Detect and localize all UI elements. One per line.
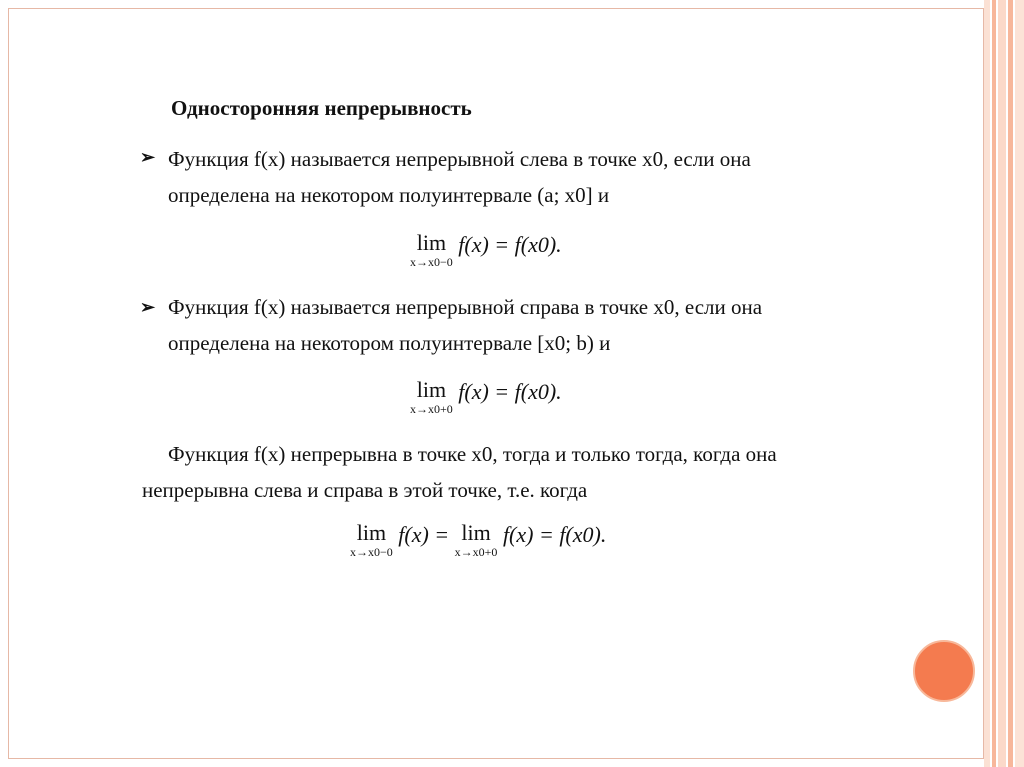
bullet-arrow-icon: ➢ — [140, 297, 156, 317]
formula-expression-right: f(x) = f(x0). — [502, 522, 607, 547]
orange-circle-decoration — [913, 640, 975, 702]
bullet2-text — [168, 289, 871, 361]
conclusion-line2: непрерывна слева и справа в этой точке, т.е. когда — [142, 478, 588, 502]
decorative-stripes — [984, 0, 1024, 767]
bullet2-line1: Функция f(x) называется непрерывной справа в точке x0, если она — [168, 295, 763, 319]
slide-title: Односторонняя непрерывность — [171, 96, 472, 120]
bullet1-line2: определена на некотором полуинтервале (a; x0] и — [168, 183, 610, 207]
conclusion-line1: Функция f(x) непрерывна в точке x0, тогда и только тогда, когда она — [168, 442, 777, 466]
bullet2-formula — [410, 379, 562, 415]
bullet1-formula — [410, 232, 562, 268]
formula-expression: f(x) = f(x0). — [458, 379, 562, 404]
bullet1-text — [168, 141, 871, 213]
conclusion-text — [142, 436, 871, 508]
limit-operator: lim x→x0−0 — [410, 230, 453, 269]
limit-operator-right: lim x→x0+0 — [454, 520, 498, 559]
limit-operator: lim x→x0+0 — [410, 377, 453, 416]
bullet-arrow-icon: ➢ — [140, 147, 156, 167]
bullet2-line2: определена на некотором полуинтервале [x0; b) и — [168, 331, 611, 355]
formula-expression-left: f(x) = — [398, 522, 450, 547]
limit-operator-left: lim x→x0−0 — [350, 520, 393, 559]
bullet1-line1: Функция f(x) называется непрерывной слева в точке x0, если она — [168, 147, 751, 171]
conclusion-formula — [350, 522, 606, 558]
formula-expression: f(x) = f(x0). — [458, 232, 562, 257]
